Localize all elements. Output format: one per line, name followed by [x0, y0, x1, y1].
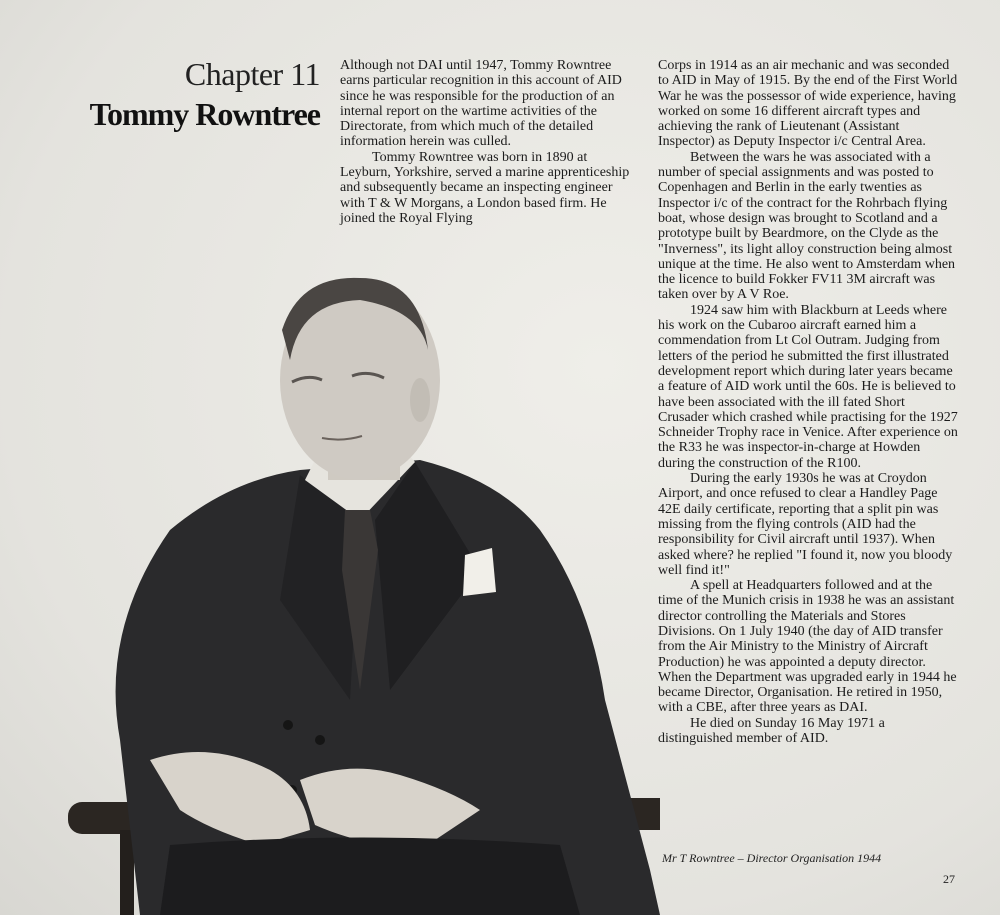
portrait-head: [280, 278, 440, 480]
paragraph: Corps in 1914 as an air mechanic and was seconded to AID in May of 1915. By the end of the First World War he was the possessor of wide experience, having worked on some 16 different aircraft types and achieving the rank of Lieutenant (Assistant Inspector) as Deputy Inspector i/c Central Area.: [658, 58, 958, 150]
photo-caption: Mr T Rowntree – Director Organisation 1944: [662, 851, 882, 865]
trousers: [160, 838, 580, 915]
paragraph: 1924 saw him with Blackburn at Leeds where his work on the Cubaroo aircraft earned him a commendation from Lt Col Outram. Judging from letters of the period he submitted the first illustrated development report which during later years became a feature of AID work until the 60s. He is believed to have been associated with the ill fated Short Crusader which crashed while practising for the 1927 Schneider Trophy race in Venice. After experience on the R33 he was inspector-in-charge at Howden during the construction of the R100.: [658, 302, 958, 471]
page-number: 27: [943, 872, 955, 886]
pocket-square: [463, 548, 496, 596]
text-column-right: [658, 58, 958, 746]
portrait-photo: [60, 270, 660, 915]
paragraph: Tommy Rowntree was born in 1890 at Leyburn, Yorkshire, served a marine apprenticeship and subsequently became an inspecting engineer with T & W Morgans, a London based firm. He joined the Royal Flying: [340, 149, 630, 226]
paragraph: During the early 1930s he was at Croydon Airport, and once refused to clear a Handley Page 42E daily certificate, reporting that a split pin was missing from the flying controls (AID had the responsibility for Civil aircraft until 1937). When asked where? he replied "I found it, now you bloody well find it!": [658, 471, 953, 578]
paragraph: Between the wars he was associated with a number of special assignments and was posted to Copenhagen and Berlin in the early twenties as Inspector i/c of the contract for the Rohrbach flying boat, whose design was brought to Scotland and a prototype built by Beardmore, on the Clyde as the "Inverness", its light alloy construction being almost unique at the time. He also went to Amsterdam when the licence to build Fokker FV11 3M aircraft was taken over by A V Roe.: [658, 149, 956, 303]
paragraph: Although not DAI until 1947, Tommy Rowntree earns particular recognition in this account of AID since he was responsible for the production of an internal report on the wartime activities of the Directorate, from which much of the detailed information herein was culled.: [340, 58, 622, 150]
paragraph: A spell at Headquarters followed and at the time of the Munich crisis in 1938 he was an assistant director controlling the Materials and Stores Divisions. On 1 July 1940 (the day of AID transfer from the Air Ministry to the Ministry of Aircraft Production) he was appointed a deputy director. When the Department was upgraded early in 1944 he became Director, Organisation. He retired in 1950, with a CBE, after three years as DAI.: [658, 578, 957, 716]
chapter-label: Chapter 11: [184, 56, 320, 92]
paragraph: He died on Sunday 16 May 1971 a distinguished member of AID.: [658, 715, 885, 747]
chapter-title: Tommy Rowntree: [89, 96, 320, 132]
text-column-left: [340, 58, 640, 226]
